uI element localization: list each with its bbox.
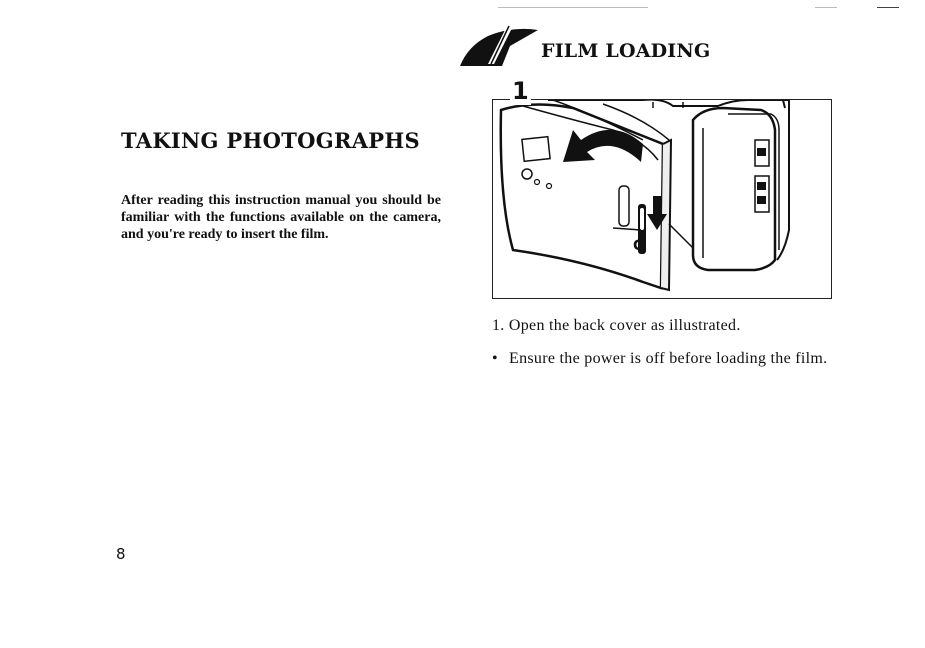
intro-paragraph: After reading this instruction manual you should be familiar with the functions available on the camera, and you're ready to insert the film.	[121, 193, 441, 242]
figure-number: 1	[512, 77, 529, 105]
top-scan-line	[498, 7, 648, 8]
step-instruction: 1. Open the back cover as illustrated.	[492, 317, 741, 334]
svg-text:C: C	[633, 238, 644, 254]
top-scan-line	[815, 7, 837, 8]
film-loading-logo-icon	[458, 20, 540, 68]
note-text: Ensure the power is off before loading the film.	[509, 350, 828, 367]
note-item	[492, 349, 832, 368]
page-number: 8	[116, 545, 126, 563]
bullet-icon: •	[492, 350, 498, 367]
top-scan-line	[877, 7, 899, 8]
section-title: FILM LOADING	[541, 40, 711, 62]
camera-back-cover-open-illustration	[492, 99, 832, 299]
page-heading: TAKING PHOTOGRAPHS	[121, 128, 421, 153]
